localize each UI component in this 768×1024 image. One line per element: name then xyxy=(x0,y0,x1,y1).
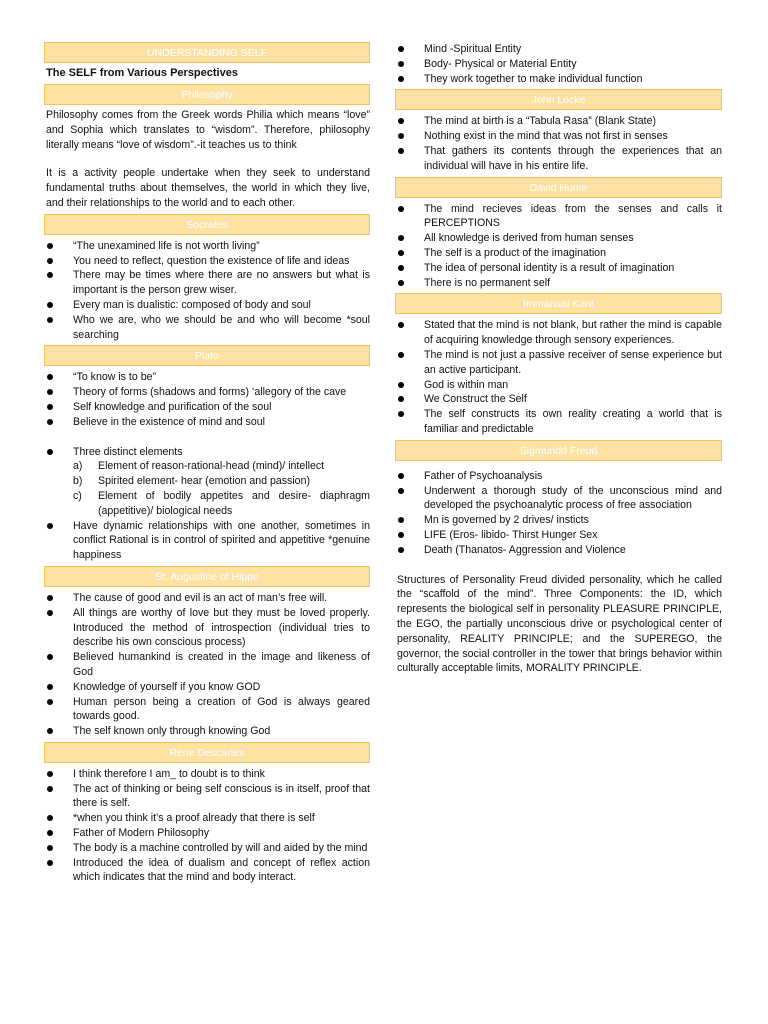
list-item: The mind at birth is a “Tabula Rasa” (Blank State) xyxy=(395,114,722,129)
section-header-hume: David Hume xyxy=(395,177,722,198)
elements-sublist xyxy=(44,459,370,518)
freud-list xyxy=(395,469,722,558)
section-header-kant: Immanual Kant xyxy=(395,293,722,314)
list-item: Believed humankind is created in the image and likeness of God xyxy=(44,650,370,680)
kant-list xyxy=(395,318,722,436)
list-item: Self knowledge and purification of the soul xyxy=(44,400,370,415)
sub-item-text: Element of reason-rational-head (mind)/ intellect xyxy=(98,460,325,473)
elements-intro: Three distinct elements xyxy=(73,445,183,458)
list-item: The self is a product of the imagination xyxy=(395,246,722,261)
list-item: God is within man xyxy=(395,378,722,393)
list-item: We Construct the Self xyxy=(395,392,722,407)
list-item: LIFE (Eros- libido- Thirst Hunger Sex xyxy=(395,528,722,543)
section-header-augustine: St. Augustine of Hippo xyxy=(44,566,370,587)
section-header-locke: John Locke xyxy=(395,89,722,110)
list-item: You need to reflect, question the existence of life and ideas xyxy=(44,254,370,269)
list-item: “The unexamined life is not worth living” xyxy=(44,239,370,254)
list-item: I think therefore I am_ to doubt is to think xyxy=(44,767,370,782)
list-item: Mn is governed by 2 drives/ insticts xyxy=(395,513,722,528)
section-header-socrates: Socrates xyxy=(44,214,370,235)
section-header-philosophy: Philosophy xyxy=(44,84,370,105)
list-item xyxy=(44,445,370,519)
list-item: Father of Psychoanalysis xyxy=(395,469,722,484)
list-item: Introduced the idea of dualism and concept of reflex action which indicates that the mind and body interact. xyxy=(44,856,370,886)
sub-list-item xyxy=(44,474,370,489)
list-item: The cause of good and evil is an act of man’s free will. xyxy=(44,591,370,606)
sub-item-text: Element of bodily appetites and desire- diaphragm (appetitive)/ biological needs xyxy=(98,489,370,517)
augustine-list xyxy=(44,591,370,739)
list-item: *when you think it’s a proof already that there is self xyxy=(44,811,370,826)
sub-marker: b) xyxy=(73,475,83,488)
list-item: Mind -Spiritual Entity xyxy=(395,42,722,57)
mind-body-list xyxy=(395,42,722,86)
locke-list xyxy=(395,114,722,173)
philosophy-paragraph-2: It is a activity people undertake when they seek to understand fundamental truths about themselves, the world in which they live, and their relationships to the world and to each other. xyxy=(46,167,370,209)
list-item: That gathers its contents through the experiences that an individual will have in his entire life. xyxy=(395,144,722,174)
freud-paragraph: Structures of Personality Freud divided personality, which he called the “scaffold of the mind”. Three Components: the ID, which represents the biological self in personality PLEASURE PRINCIPLE, the EGO, the partially unconscious drive or psychological center of personality, REALITY PRINCIPLE; and the SUPEREGO, the governor, the social controller in the tower that brings behavior within culturally acceptable limits, MORALITY PRINCIPLE. xyxy=(397,573,722,675)
section-header-descartes: Rene Descartes xyxy=(44,742,370,763)
list-item: The self known only through knowing God xyxy=(44,724,370,739)
right-column xyxy=(395,42,722,676)
list-item: Have dynamic relationships with one another, sometimes in conflict Rational is in control of spirited and appetitive *genuine happiness xyxy=(44,519,370,563)
list-item: Knowledge of yourself if you know GOD xyxy=(44,680,370,695)
list-item: The self constructs its own reality creating a world that is familiar and predictable xyxy=(395,407,722,437)
list-item: The act of thinking or being self conscious is in itself, proof that there is self. xyxy=(44,782,370,812)
left-column xyxy=(44,42,370,885)
section-header-plato: Plato xyxy=(44,345,370,366)
sub-item-text: Spirited element- hear (emotion and passion) xyxy=(98,475,310,488)
list-item: Human person being a creation of God is always geared towards good. xyxy=(44,695,370,725)
list-item: “To know is to be” xyxy=(44,370,370,385)
list-item: There may be times where there are no answers but what is important is the person grew wiser. xyxy=(44,268,370,298)
list-item: Theory of forms (shadows and forms) ‘allegory of the cave xyxy=(44,385,370,400)
list-item: The body is a machine controlled by will and aided by the mind xyxy=(44,841,370,856)
philosophy-paragraph-1: Philosophy comes from the Greek words Philia which means “love” and Sophia which translates to “wisdom”. Therefore, philosophy literally means “love of wisdom”.-it teaches us to think xyxy=(46,109,370,151)
list-item: Who we are, who we should be and who will become *soul searching xyxy=(44,313,370,343)
list-item: The mind is not just a passive receiver of sense experience but an active participant. xyxy=(395,348,722,378)
sub-marker: a) xyxy=(73,460,83,473)
list-item: Believe in the existence of mind and soul xyxy=(44,415,370,430)
list-item: Body- Physical or Material Entity xyxy=(395,57,722,72)
list-item: Father of Modern Philosophy xyxy=(44,826,370,841)
plato-list xyxy=(44,370,370,429)
list-item: Death (Thanatos- Aggression and Violence xyxy=(395,543,722,558)
list-item: All things are worthy of love but they must be loved properly. Introduced the method of introspection (individual tries to describe his own conscious process) xyxy=(44,606,370,650)
page-title: UNDERSTANDING SELF xyxy=(44,42,370,63)
list-item: Every man is dualistic: composed of body and soul xyxy=(44,298,370,313)
socrates-list xyxy=(44,239,370,343)
list-item: There is no permanent self xyxy=(395,276,722,291)
sub-list-item xyxy=(44,489,370,519)
document-subtitle: The SELF from Various Perspectives xyxy=(46,67,238,79)
list-item: Underwent a thorough study of the unconscious mind and developed the psychoanalytic process of free association xyxy=(395,484,722,514)
list-item: The mind recieves ideas from the senses and calls it PERCEPTIONS xyxy=(395,202,722,232)
section-header-freud: Sigmundd Freud xyxy=(395,440,722,461)
list-item: All knowledge is derived from human senses xyxy=(395,231,722,246)
list-item: The idea of personal identity is a result of imagination xyxy=(395,261,722,276)
hume-list xyxy=(395,202,722,291)
descartes-list xyxy=(44,767,370,885)
list-item: Nothing exist in the mind that was not first in senses xyxy=(395,129,722,144)
plato-elements-list xyxy=(44,445,370,563)
list-item: Stated that the mind is not blank, but rather the mind is capable of acquiring knowledge through sensory experiences. xyxy=(395,318,722,348)
sub-list-item xyxy=(44,459,370,474)
list-item: They work together to make individual function xyxy=(395,72,722,87)
sub-marker: c) xyxy=(73,489,82,502)
